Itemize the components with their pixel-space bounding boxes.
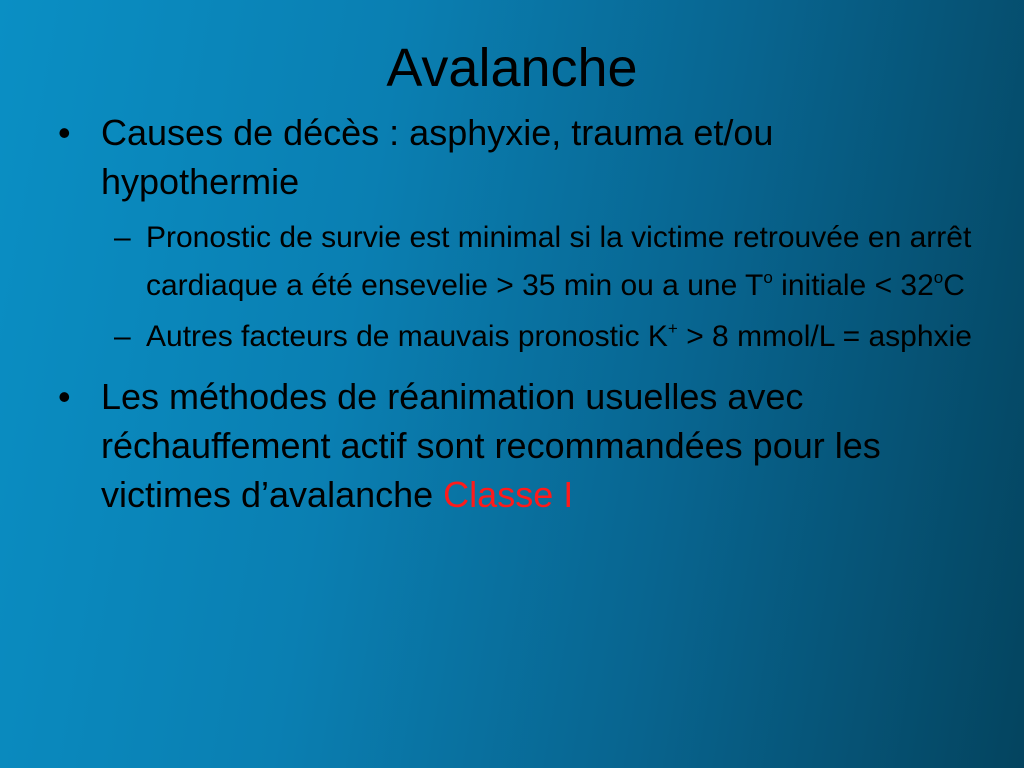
- sub-bullet-pronostic: [58, 214, 978, 310]
- sub-bullet-text: Autres facteurs de mauvais pronostic K: [146, 320, 668, 353]
- superscript-degree: o: [933, 268, 944, 287]
- bullet-marker: •: [58, 376, 71, 417]
- classe-highlight: Classe I: [443, 474, 574, 515]
- sub-bullet-text-cont: > 8 mmol/L = asphxie: [677, 320, 972, 353]
- bullet-text: Les méthodes de réanimation usuelles avec réchauffement actif sont recommandées pour les victimes d’avalanche: [101, 376, 881, 515]
- bullet-text: Causes de décès : asphyxie, trauma et/ou hypothermie: [101, 112, 774, 202]
- bullet-marker: •: [58, 112, 71, 153]
- superscript-degree: o: [763, 268, 773, 287]
- sub-bullet-text-cont: initiale < 32: [772, 269, 934, 302]
- slide-title: Avalanche: [386, 38, 638, 98]
- superscript-plus: +: [667, 319, 678, 338]
- sub-bullet-marker: –: [114, 320, 131, 353]
- sub-bullet-text-end: C: [943, 269, 965, 302]
- bullet-causes: [58, 108, 978, 206]
- bullet-methodes: [58, 372, 978, 519]
- slide-content: [58, 108, 978, 527]
- sub-bullet-facteurs: [58, 313, 978, 361]
- sub-bullet-marker: –: [114, 221, 131, 254]
- sub-bullet-text: Pronostic de survie est minimal si la victime retrouvée en arrêt cardiaque a été ensevelie > 35 min ou a une T: [146, 221, 972, 302]
